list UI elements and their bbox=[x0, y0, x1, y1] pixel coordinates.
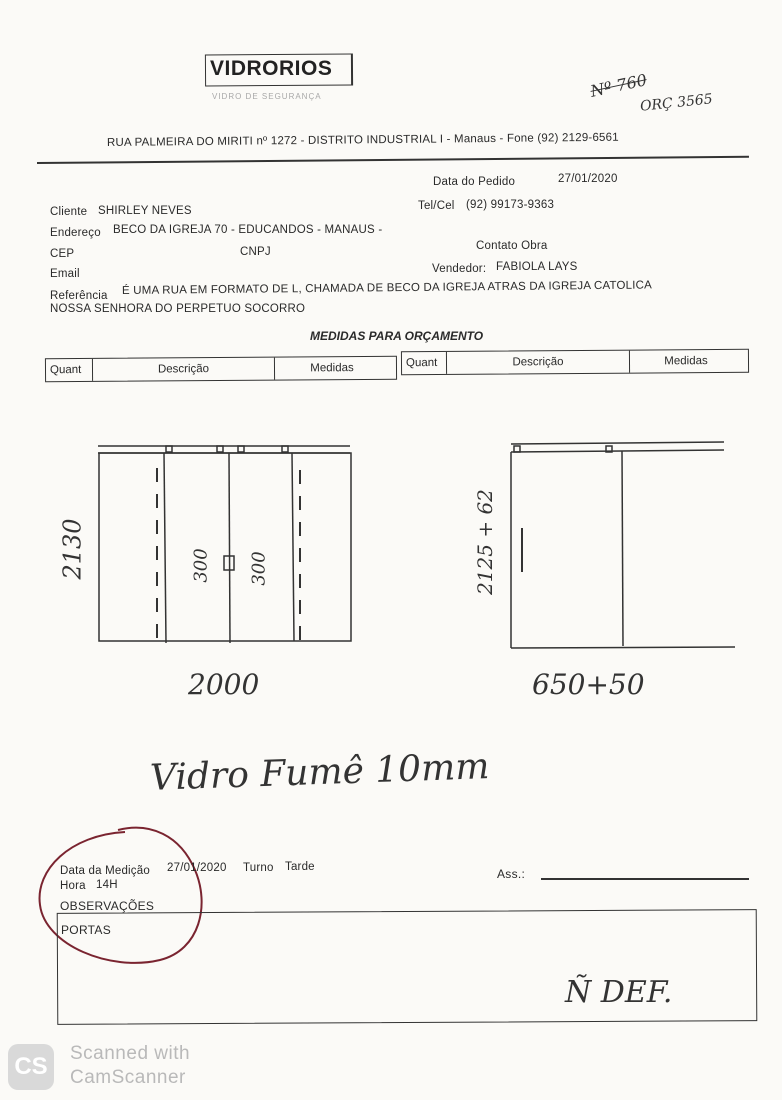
contact-label: Contato Obra bbox=[476, 240, 548, 252]
col-measures: Medidas bbox=[664, 355, 708, 368]
measures-title: MEDIDAS PARA ORÇAMENTO bbox=[310, 329, 484, 343]
col-description: Descrição bbox=[447, 351, 630, 374]
order-date-label: Data do Pedido bbox=[433, 176, 516, 188]
shift-label: Turno bbox=[243, 862, 274, 874]
company-logo: VIDRORIOS bbox=[210, 57, 333, 80]
observations-value: PORTAS bbox=[61, 923, 112, 937]
right-height-dimension: 2125 + 62 bbox=[472, 489, 497, 595]
hour-value: 14H bbox=[96, 879, 118, 891]
glass-note: Vidro Fumê 10mm bbox=[149, 746, 491, 799]
cnpj-label: CNPJ bbox=[240, 246, 271, 258]
measure-date-value: 27/01/2020 bbox=[167, 862, 227, 874]
cep-label: CEP bbox=[50, 248, 75, 260]
watermark-line-1: Scanned with bbox=[70, 1043, 191, 1064]
watermark-line-2: CamScanner bbox=[70, 1067, 186, 1088]
company-tagline: VIDRO DE SEGURANÇA bbox=[212, 92, 322, 101]
handwritten-mark: Ñ DEF. bbox=[565, 975, 673, 1010]
reference-line-2: NOSSA SENHORA DO PERPETUO SOCORRO bbox=[50, 303, 306, 315]
observations-label: OBSERVAÇÕES bbox=[60, 899, 155, 913]
col-description: Descrição bbox=[93, 358, 275, 381]
seller-value: FABIOLA LAYS bbox=[496, 261, 578, 273]
left-panel-b-dimension: 300 bbox=[248, 551, 270, 586]
address-value: BECO DA IGREJA 70 - EDUCANDOS - MANAUS - bbox=[113, 224, 383, 236]
tel-label: Tel/Cel bbox=[418, 200, 455, 212]
left-panel-a-dimension: 300 bbox=[190, 548, 212, 583]
col-measures: Medidas bbox=[310, 362, 354, 375]
measures-table-right bbox=[401, 349, 749, 375]
address-label: Endereço bbox=[50, 227, 101, 239]
signature-label: Ass.: bbox=[497, 867, 526, 881]
left-height-dimension: 2130 bbox=[58, 518, 87, 580]
tel-value: (92) 99173-9363 bbox=[466, 199, 555, 211]
shift-value: Tarde bbox=[285, 861, 315, 873]
company-address: RUA PALMEIRA DO MIRITI nº 1272 - DISTRITO INDUSTRIAL I - Manaus - Fone (92) 2129-6561 bbox=[106, 131, 619, 149]
order-date-value: 27/01/2020 bbox=[558, 173, 618, 185]
camscanner-logo: CS bbox=[8, 1044, 54, 1090]
document-number: Nº 760 bbox=[588, 70, 649, 101]
measure-date-label: Data da Medição bbox=[60, 865, 150, 877]
seller-label: Vendedor: bbox=[432, 263, 487, 275]
header-divider bbox=[37, 156, 749, 164]
budget-number: ORÇ 3565 bbox=[639, 91, 714, 115]
client-label: Cliente bbox=[50, 206, 88, 218]
reference-line-1: É UMA RUA EM FORMATO DE L, CHAMADA DE BECO DA IGREJA ATRAS DA IGREJA CATOLICA bbox=[121, 279, 653, 297]
measures-table-left bbox=[45, 356, 397, 382]
col-quant: Quant bbox=[402, 352, 447, 374]
signature-line bbox=[541, 878, 749, 880]
right-width-dimension: 650+50 bbox=[532, 668, 645, 701]
client-value: SHIRLEY NEVES bbox=[98, 205, 192, 217]
col-quant: Quant bbox=[46, 359, 93, 381]
hour-label: Hora bbox=[60, 880, 86, 892]
left-width-dimension: 2000 bbox=[188, 668, 260, 701]
reference-label: Referência bbox=[50, 290, 108, 302]
email-label: Email bbox=[50, 268, 80, 280]
